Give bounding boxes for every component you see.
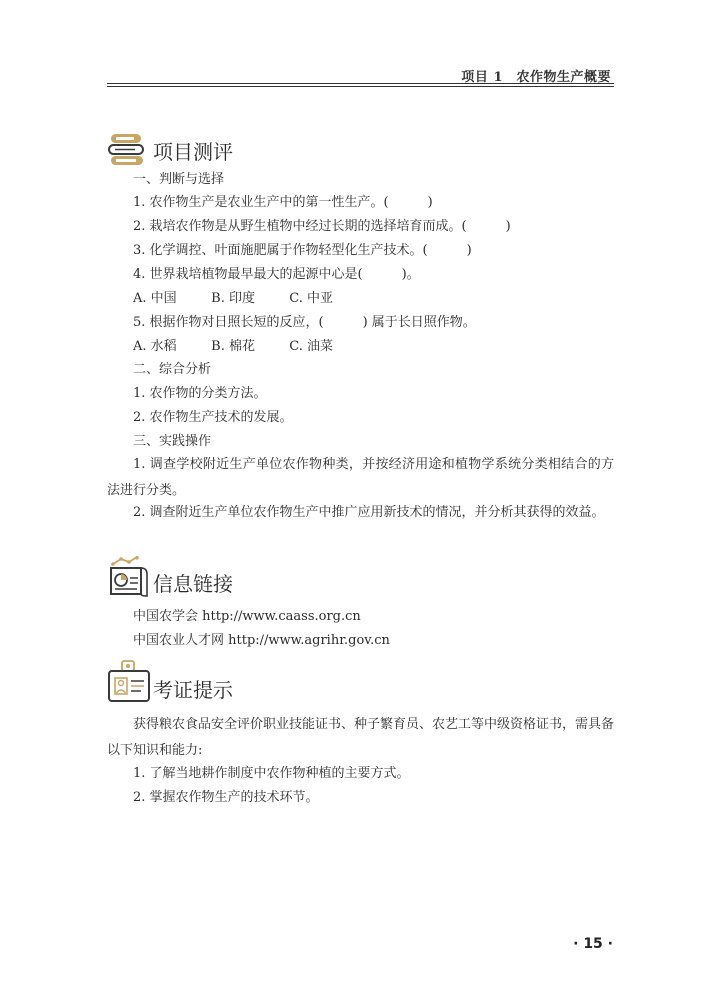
analysis-item-2: 2. 农作物生产技术的发展。 bbox=[133, 410, 293, 425]
assessment-title: 项目测评 bbox=[153, 140, 233, 164]
question-1: 1. 农作物生产是农业生产中的第一性生产。( ) bbox=[133, 195, 433, 210]
q4-option-a: A. 中国 bbox=[133, 291, 177, 306]
question-4: 4. 世界栽培植物最早最大的起源中心是( )。 bbox=[133, 267, 420, 282]
page-number: · 15 · bbox=[573, 936, 613, 952]
q5-option-b: B. 棉花 bbox=[211, 339, 255, 354]
practice-item-1: 1. 调查学校附近生产单位农作物种类，并按经济用途和植物学系统分类相结合的方法进行分类。 bbox=[107, 457, 614, 498]
running-title: 项目 1 农作物生产概要 bbox=[461, 70, 611, 85]
question-5: 5. 根据作物对日照长短的反应，( ) 属于长日照作物。 bbox=[133, 315, 476, 330]
q5-option-c: C. 油菜 bbox=[289, 339, 334, 354]
question-2: 2. 栽培农作物是从野生植物中经过长期的选择培育而成。( ) bbox=[133, 219, 511, 234]
question-5-options bbox=[133, 338, 333, 356]
books-icon bbox=[107, 128, 151, 172]
header-rule-thick bbox=[107, 83, 614, 84]
links-title: 信息链接 bbox=[153, 572, 233, 596]
certification-intro: 获得粮农食品安全评价职业技能证书、种子繁育员、农艺工等中级资格证书，需具备以下知识和能力: bbox=[107, 717, 615, 758]
q4-option-b: B. 印度 bbox=[211, 291, 255, 306]
part3-heading: 三、实践操作 bbox=[133, 434, 212, 449]
analysis-item-1: 1. 农作物的分类方法。 bbox=[133, 386, 267, 401]
q5-option-a: A. 水稻 bbox=[133, 339, 177, 354]
question-3: 3. 化学调控、叶面施肥属于作物轻型化生产技术。( ) bbox=[133, 243, 472, 258]
header-rule-thin bbox=[107, 86, 614, 87]
question-4-options bbox=[133, 290, 333, 308]
certification-item-2: 2. 掌握农作物生产的技术环节。 bbox=[133, 790, 319, 805]
chart-document-icon bbox=[107, 556, 151, 600]
certification-title: 考证提示 bbox=[153, 678, 233, 702]
part2-heading: 二、综合分析 bbox=[133, 362, 212, 377]
link-caass: 中国农学会 http://www.caass.org.cn bbox=[133, 609, 361, 624]
certification-item-1: 1. 了解当地耕作制度中农作物种植的主要方式。 bbox=[133, 766, 410, 781]
q4-option-c: C. 中亚 bbox=[289, 291, 334, 306]
link-agrihr: 中国农业人才网 http://www.agrihr.gov.cn bbox=[133, 633, 390, 648]
practice-item-2: 2. 调查附近生产单位农作物生产中推广应用新技术的情况，并分析其获得的效益。 bbox=[133, 505, 605, 520]
id-badge-icon bbox=[107, 660, 151, 704]
part1-heading: 一、判断与选择 bbox=[133, 172, 225, 187]
running-header bbox=[0, 58, 721, 92]
